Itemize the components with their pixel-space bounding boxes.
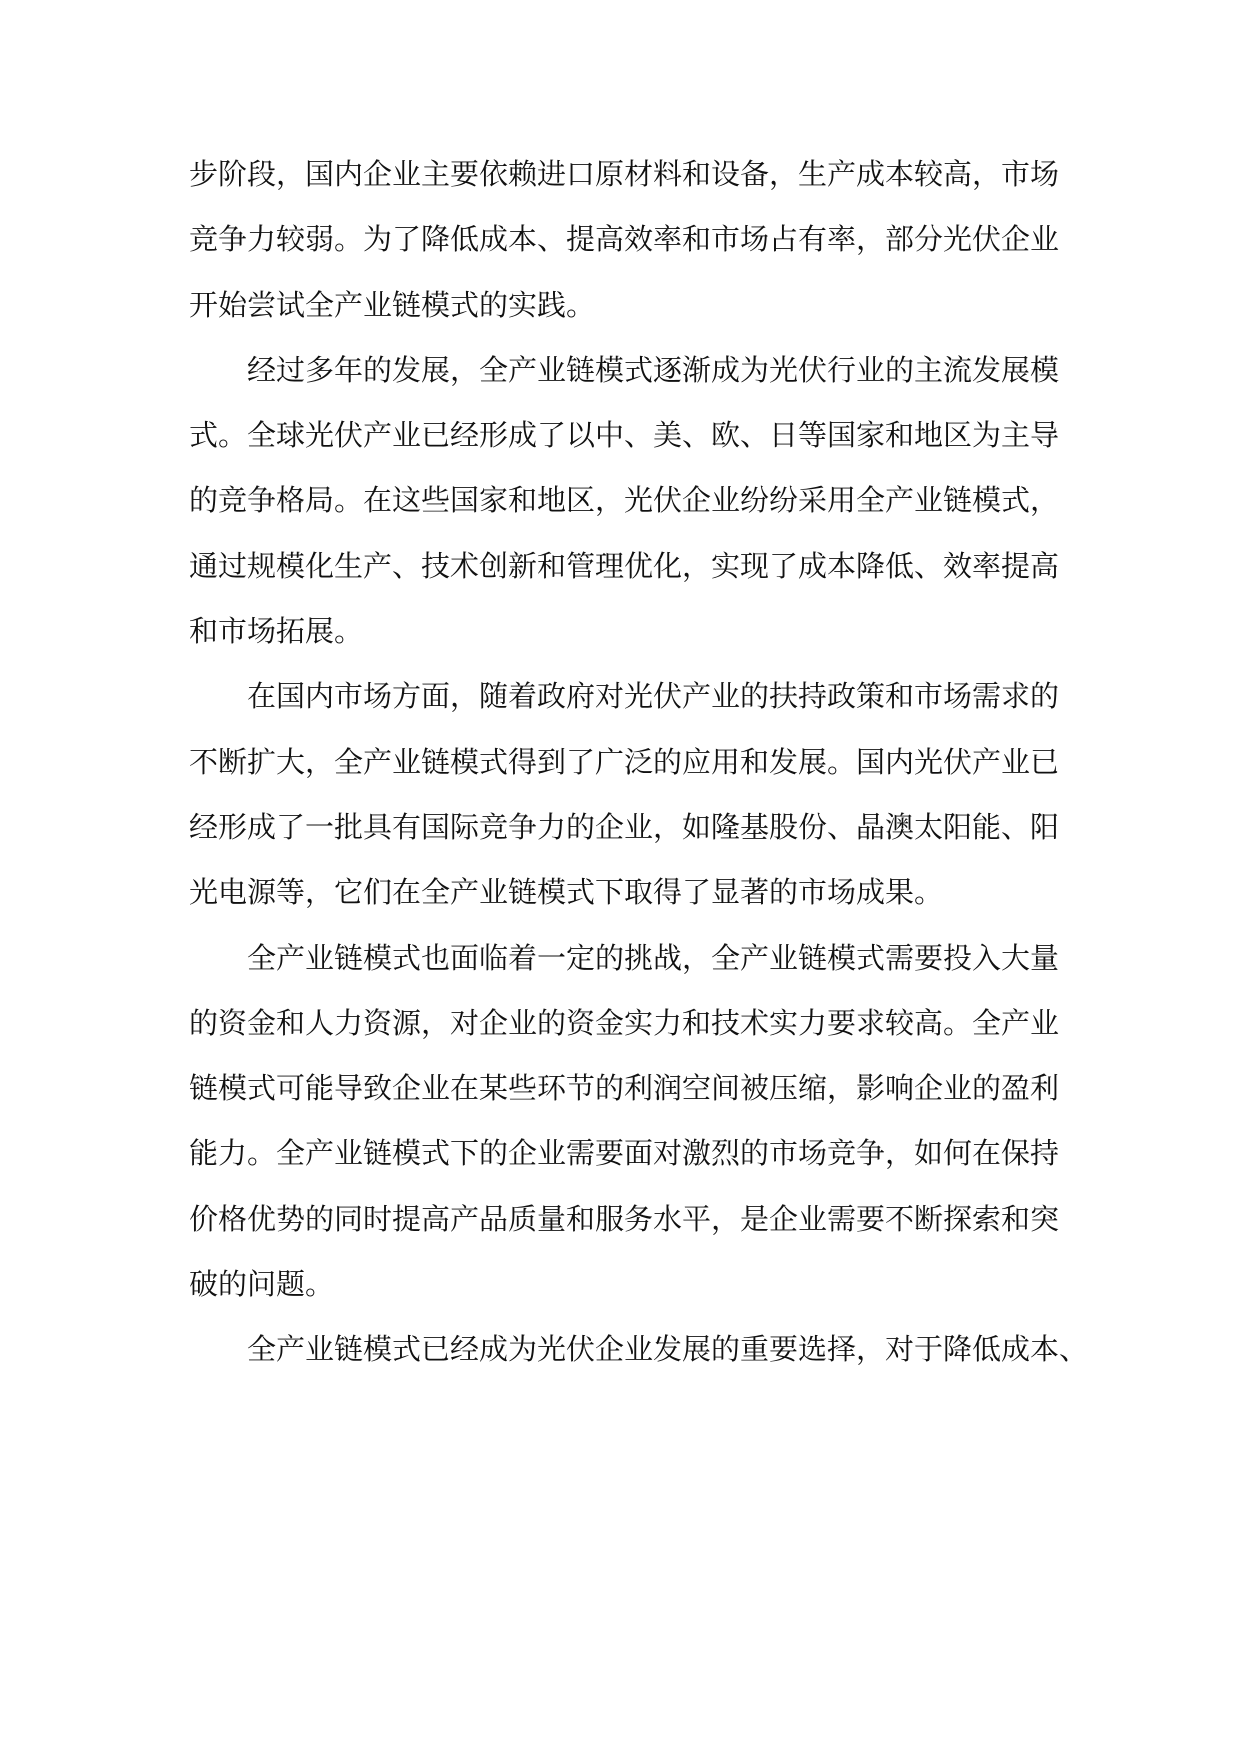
- text-line: 经过多年的发展，全产业链模式逐渐成为光伏行业的主流发展模: [247, 352, 1060, 387]
- text-line: 价格优势的同时提高产品质量和服务水平，是企业需要不断探索和突: [189, 1201, 1060, 1236]
- text-line: 能力。全产业链模式下的企业需要面对激烈的市场竞争，如何在保持: [189, 1136, 1060, 1171]
- text-line: 不断扩大，全产业链模式得到了广泛的应用和发展。国内光伏产业已: [189, 744, 1060, 779]
- text-line: 全产业链模式也面临着一定的挑战，全产业链模式需要投入大量: [247, 940, 1060, 975]
- paragraph-2: [189, 338, 1069, 664]
- text-line: 步阶段，国内企业主要依赖进口原材料和设备，生产成本较高，市场: [189, 157, 1060, 191]
- paragraph-4: [189, 926, 1069, 1318]
- text-line: 竞争力较弱。为了降低成本、提高效率和市场占有率，部分光伏企业: [189, 222, 1060, 257]
- text-line: 通过规模化生产、技术创新和管理优化，实现了成本降低、效率提高: [189, 548, 1060, 583]
- text-line: 破的问题。: [189, 1267, 335, 1302]
- text-line: 在国内市场方面，随着政府对光伏产业的扶持政策和市场需求的: [247, 679, 1060, 714]
- paragraph-5: [189, 1317, 1089, 1382]
- text-line: 链模式可能导致企业在某些环节的利润空间被压缩，影响企业的盈利: [189, 1071, 1060, 1106]
- text-line: 和市场拓展。: [189, 614, 364, 649]
- text-line: 式。全球光伏产业已经形成了以中、美、欧、日等国家和地区为主导: [189, 418, 1060, 453]
- paragraph-1: [189, 142, 1069, 338]
- text-line: 的竞争格局。在这些国家和地区，光伏企业纷纷采用全产业链模式，: [189, 483, 1060, 518]
- text-line: 光电源等，它们在全产业链模式下取得了显著的市场成果。: [189, 875, 944, 910]
- text-line: 全产业链模式已经成为光伏企业发展的重要选择，对于降低成本、: [247, 1332, 1089, 1367]
- paragraph-3: [189, 664, 1069, 925]
- document-body: [189, 142, 1089, 1383]
- text-line: 的资金和人力资源，对企业的资金实力和技术实力要求较高。全产业: [189, 1005, 1060, 1040]
- text-line: 开始尝试全产业链模式的实践。: [189, 287, 596, 322]
- text-line: 经形成了一批具有国际竞争力的企业，如隆基股份、晶澳太阳能、阳: [189, 809, 1060, 844]
